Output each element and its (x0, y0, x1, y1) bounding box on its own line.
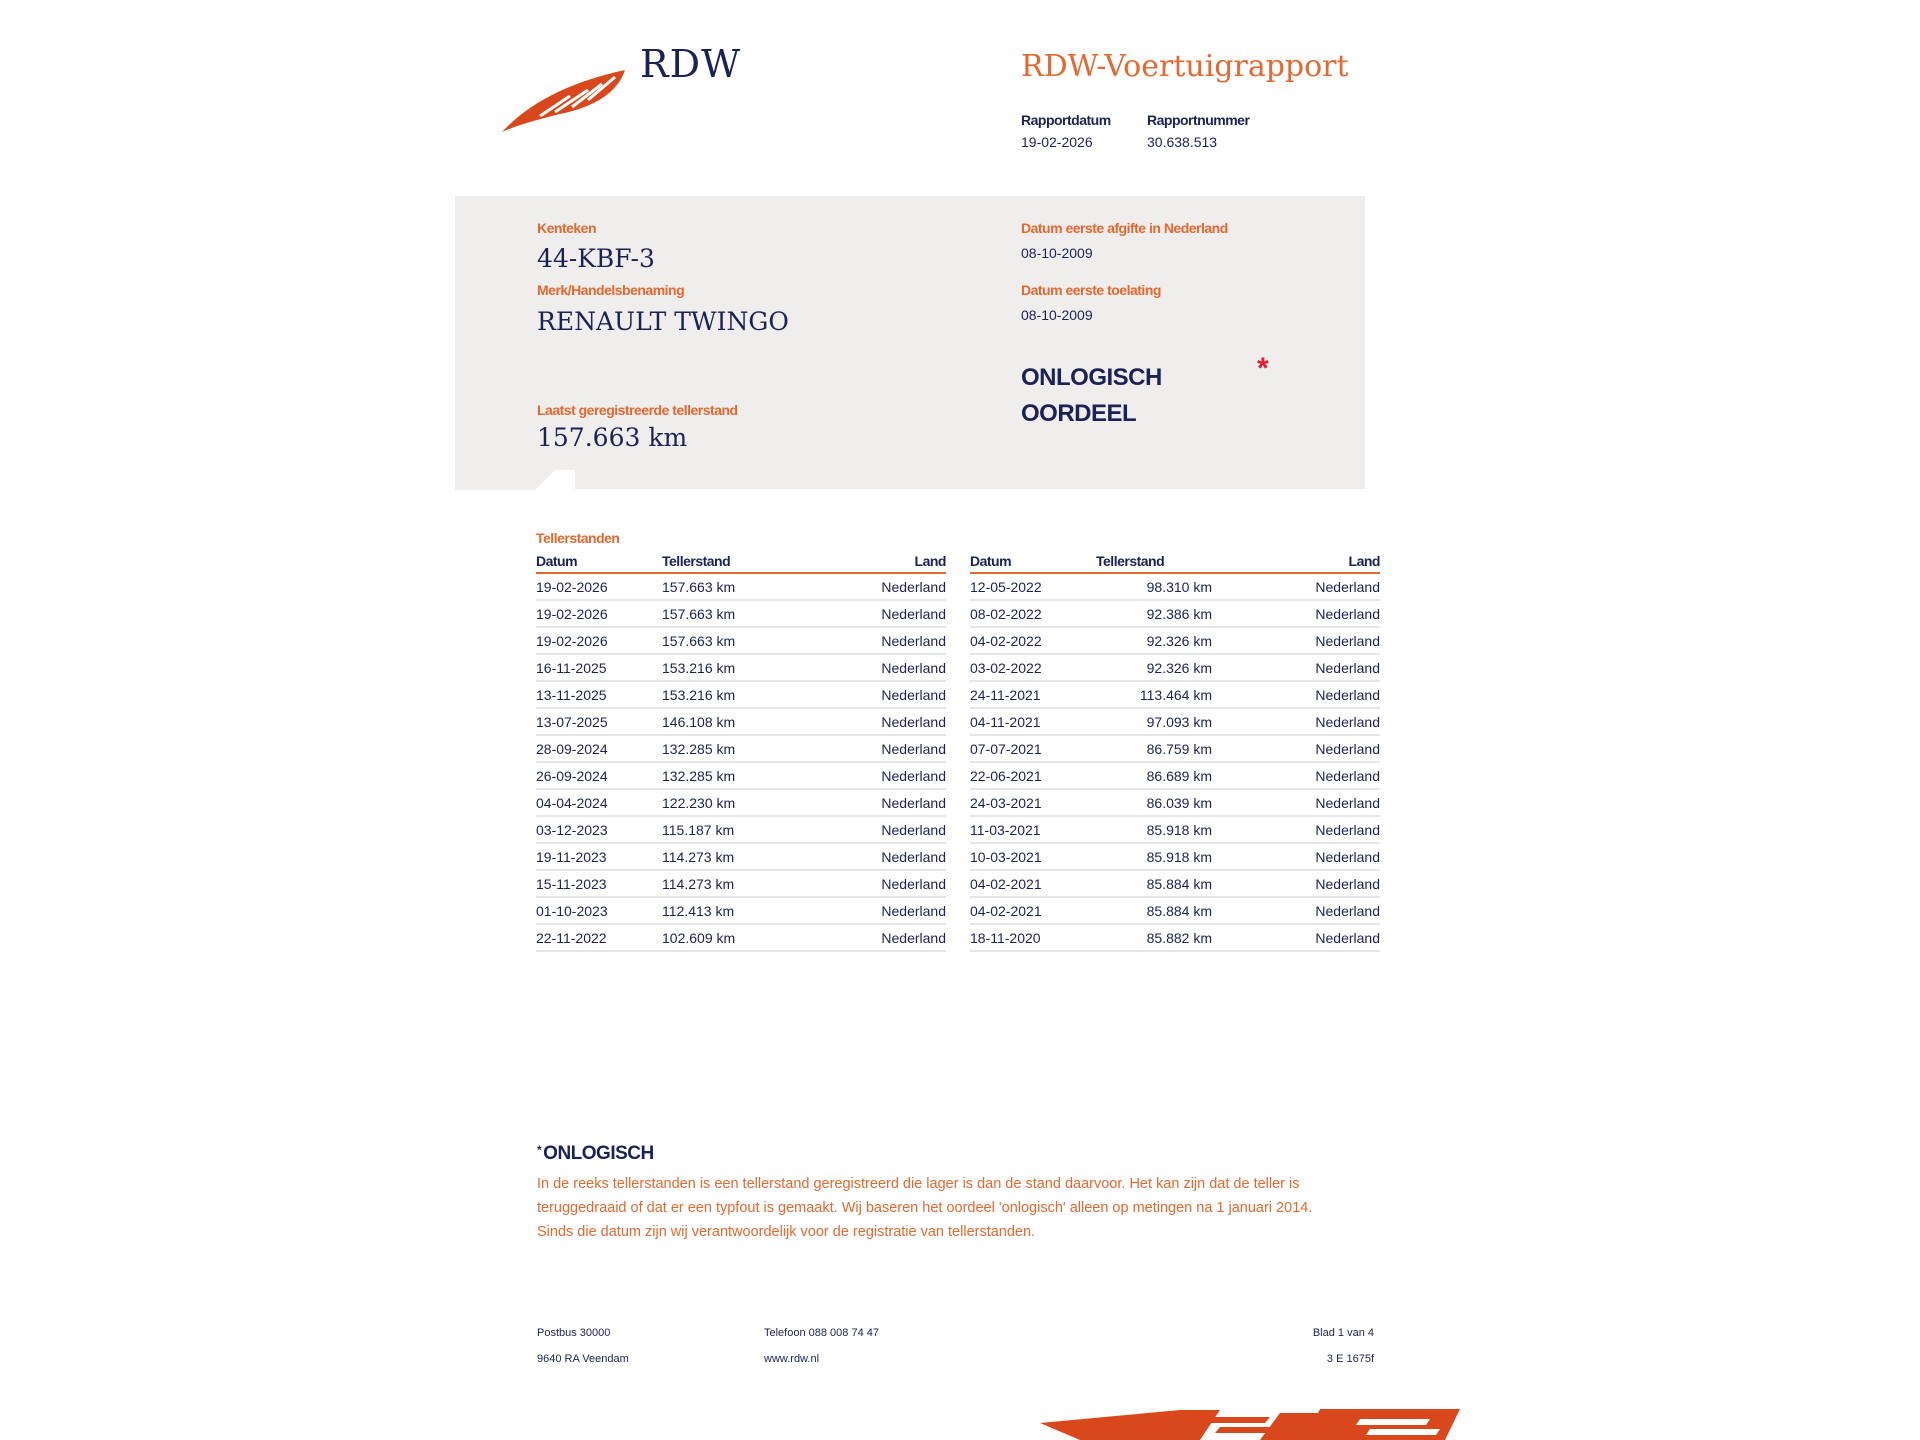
table-row (970, 708, 1380, 735)
cell-date: 04-11-2021 (970, 708, 1096, 735)
odometer-verdict (1021, 360, 1162, 432)
cell-date: 03-12-2023 (536, 816, 662, 843)
table-row (970, 600, 1380, 627)
cell-country: Nederland (782, 924, 946, 951)
table-row (536, 681, 946, 708)
odometer-table-right (970, 553, 1380, 952)
report-date: 19-02-2026 (1021, 134, 1093, 150)
cell-odometer: 112.413 km (662, 897, 782, 924)
cell-odometer: 92.326 km (1096, 654, 1216, 681)
table-row (536, 654, 946, 681)
table-row (536, 627, 946, 654)
rdw-logo-feather-icon (500, 62, 630, 134)
footer-address-line-2: 9640 RA Veendam (537, 1353, 629, 1365)
cell-country: Nederland (1216, 870, 1380, 897)
table-row (970, 789, 1380, 816)
cell-odometer: 157.663 km (662, 573, 782, 600)
cell-odometer: 146.108 km (662, 708, 782, 735)
cell-country: Nederland (782, 708, 946, 735)
logo-text: RDW (640, 42, 742, 86)
cell-date: 15-11-2023 (536, 870, 662, 897)
table-row (536, 600, 946, 627)
table-row (970, 816, 1380, 843)
cell-odometer: 153.216 km (662, 681, 782, 708)
cell-country: Nederland (1216, 897, 1380, 924)
cell-country: Nederland (782, 654, 946, 681)
cell-date: 18-11-2020 (970, 924, 1096, 951)
cell-odometer: 102.609 km (662, 924, 782, 951)
cell-odometer: 85.884 km (1096, 870, 1216, 897)
table-row (536, 816, 946, 843)
footer-document-code: 3 E 1675f (1326, 1353, 1374, 1365)
table-header-row (970, 553, 1380, 573)
cell-date: 04-04-2024 (536, 789, 662, 816)
verdict-line-2: OORDEEL (1021, 400, 1137, 427)
cell-odometer: 157.663 km (662, 627, 782, 654)
cell-country: Nederland (782, 681, 946, 708)
footnote-title-text: ONLOGISCH (543, 1143, 654, 1164)
cell-odometer: 114.273 km (662, 843, 782, 870)
cell-country: Nederland (1216, 708, 1380, 735)
cell-odometer: 113.464 km (1096, 681, 1216, 708)
rdw-stripes-decoration-icon (1040, 1405, 1480, 1440)
cell-date: 12-05-2022 (970, 573, 1096, 600)
cell-country: Nederland (1216, 735, 1380, 762)
cell-country: Nederland (1216, 681, 1380, 708)
table-row (970, 897, 1380, 924)
cell-odometer: 132.285 km (662, 735, 782, 762)
cell-country: Nederland (1216, 627, 1380, 654)
brand-label: Merk/Handelsbenaming (537, 282, 685, 298)
odometer-table-left (536, 553, 946, 952)
cell-date: 04-02-2021 (970, 897, 1096, 924)
cell-country: Nederland (1216, 573, 1380, 600)
cell-date: 19-02-2026 (536, 573, 662, 600)
cell-odometer: 114.273 km (662, 870, 782, 897)
cell-odometer: 86.039 km (1096, 789, 1216, 816)
first-admission-label: Datum eerste toelating (1021, 282, 1161, 298)
footnote-asterisk: * (537, 1143, 542, 1157)
cell-date: 24-03-2021 (970, 789, 1096, 816)
cell-country: Nederland (782, 870, 946, 897)
plate-value: 44-KBF-3 (537, 244, 655, 273)
cell-country: Nederland (1216, 600, 1380, 627)
cell-country: Nederland (1216, 789, 1380, 816)
cell-country: Nederland (782, 627, 946, 654)
cell-country: Nederland (1216, 816, 1380, 843)
brand-value: RENAULT TWINGO (537, 307, 789, 336)
table-row (536, 924, 946, 951)
cell-country: Nederland (782, 762, 946, 789)
cell-odometer: 85.884 km (1096, 897, 1216, 924)
table-row (536, 573, 946, 600)
table-row (970, 681, 1380, 708)
table-row (536, 735, 946, 762)
table-row (536, 789, 946, 816)
cell-date: 08-02-2022 (970, 600, 1096, 627)
cell-odometer: 157.663 km (662, 600, 782, 627)
first-admission-value: 08-10-2009 (1021, 307, 1093, 323)
footer-page-number: Blad 1 van 4 (1312, 1327, 1374, 1339)
cell-country: Nederland (782, 843, 946, 870)
footer-website[interactable]: www.rdw.nl (764, 1353, 820, 1365)
cell-country: Nederland (782, 735, 946, 762)
cell-odometer: 85.882 km (1096, 924, 1216, 951)
cell-odometer: 85.918 km (1096, 816, 1216, 843)
footer-address-line-1: Postbus 30000 (537, 1327, 611, 1339)
cell-odometer: 132.285 km (662, 762, 782, 789)
cell-odometer: 98.310 km (1096, 573, 1216, 600)
table-row (536, 870, 946, 897)
table-row (970, 843, 1380, 870)
column-header-odometer: Tellerstand (1096, 553, 1216, 573)
cell-date: 13-11-2025 (536, 681, 662, 708)
cell-date: 10-03-2021 (970, 843, 1096, 870)
column-header-date: Datum (970, 553, 1096, 573)
column-header-odometer: Tellerstand (662, 553, 782, 573)
cell-date: 24-11-2021 (970, 681, 1096, 708)
cell-date: 11-03-2021 (970, 816, 1096, 843)
table-row (970, 924, 1380, 951)
report-number: 30.638.513 (1147, 134, 1218, 150)
cell-date: 19-11-2023 (536, 843, 662, 870)
verdict-asterisk: * (1257, 352, 1269, 385)
cell-odometer: 86.759 km (1096, 735, 1216, 762)
table-row (970, 870, 1380, 897)
table-row (536, 897, 946, 924)
cell-odometer: 92.386 km (1096, 600, 1216, 627)
first-issue-nl-value: 08-10-2009 (1021, 245, 1093, 261)
table-row (970, 573, 1380, 600)
cell-country: Nederland (1216, 924, 1380, 951)
cell-date: 04-02-2022 (970, 627, 1096, 654)
cell-country: Nederland (782, 789, 946, 816)
first-issue-nl-label: Datum eerste afgifte in Nederland (1021, 220, 1228, 236)
table-row (536, 843, 946, 870)
last-odometer-label: Laatst geregistreerde tellerstand (537, 402, 738, 418)
footnote-title (537, 1143, 654, 1165)
cell-date: 03-02-2022 (970, 654, 1096, 681)
column-header-date: Datum (536, 553, 662, 573)
verdict-line-1: ONLOGISCH (1021, 364, 1162, 391)
cell-odometer: 153.216 km (662, 654, 782, 681)
cell-odometer: 85.918 km (1096, 843, 1216, 870)
plate-label: Kenteken (537, 220, 597, 236)
table-row (536, 708, 946, 735)
cell-country: Nederland (782, 600, 946, 627)
report-date-label: Rapportdatum (1021, 112, 1111, 128)
cell-country: Nederland (782, 816, 946, 843)
table-row (970, 627, 1380, 654)
last-odometer-value: 157.663 km (537, 423, 688, 452)
footer-phone: Telefoon 088 008 74 47 (764, 1327, 879, 1339)
report-number-label: Rapportnummer (1147, 112, 1250, 128)
column-header-country: Land (782, 553, 946, 573)
cell-date: 01-10-2023 (536, 897, 662, 924)
cell-date: 26-09-2024 (536, 762, 662, 789)
cell-date: 22-11-2022 (536, 924, 662, 951)
report-title: RDW-Voertuigrapport (1021, 49, 1349, 84)
cell-odometer: 122.230 km (662, 789, 782, 816)
table-header-row (536, 553, 946, 573)
cell-date: 19-02-2026 (536, 627, 662, 654)
cell-date: 07-07-2021 (970, 735, 1096, 762)
cell-odometer: 86.689 km (1096, 762, 1216, 789)
cell-odometer: 97.093 km (1096, 708, 1216, 735)
cell-date: 22-06-2021 (970, 762, 1096, 789)
cell-country: Nederland (782, 897, 946, 924)
cell-date: 28-09-2024 (536, 735, 662, 762)
cell-date: 16-11-2025 (536, 654, 662, 681)
cell-country: Nederland (782, 573, 946, 600)
footnote-text: In de reeks tellerstanden is een tellerstand geregistreerd die lager is dan de stand daarvoor. Het kan zijn dat de teller is teruggedraaid of dat er een typfout is gemaakt. Wij baseren het oordeel 'onlogisch' alleen op metingen na 1 januari 2014. Sinds die datum zijn wij verantwoordelijk voor de registratie van tellerstanden. (537, 1176, 1313, 1240)
table-row (970, 762, 1380, 789)
cell-country: Nederland (1216, 843, 1380, 870)
cell-odometer: 92.326 km (1096, 627, 1216, 654)
cell-country: Nederland (1216, 762, 1380, 789)
cell-date: 19-02-2026 (536, 600, 662, 627)
odometer-section-title: Tellerstanden (536, 530, 620, 546)
cell-odometer: 115.187 km (662, 816, 782, 843)
cell-date: 13-07-2025 (536, 708, 662, 735)
panel-notch-shape (455, 468, 575, 490)
table-row (970, 735, 1380, 762)
column-header-country: Land (1216, 553, 1380, 573)
cell-country: Nederland (1216, 654, 1380, 681)
table-row (970, 654, 1380, 681)
table-row (536, 762, 946, 789)
cell-date: 04-02-2021 (970, 870, 1096, 897)
